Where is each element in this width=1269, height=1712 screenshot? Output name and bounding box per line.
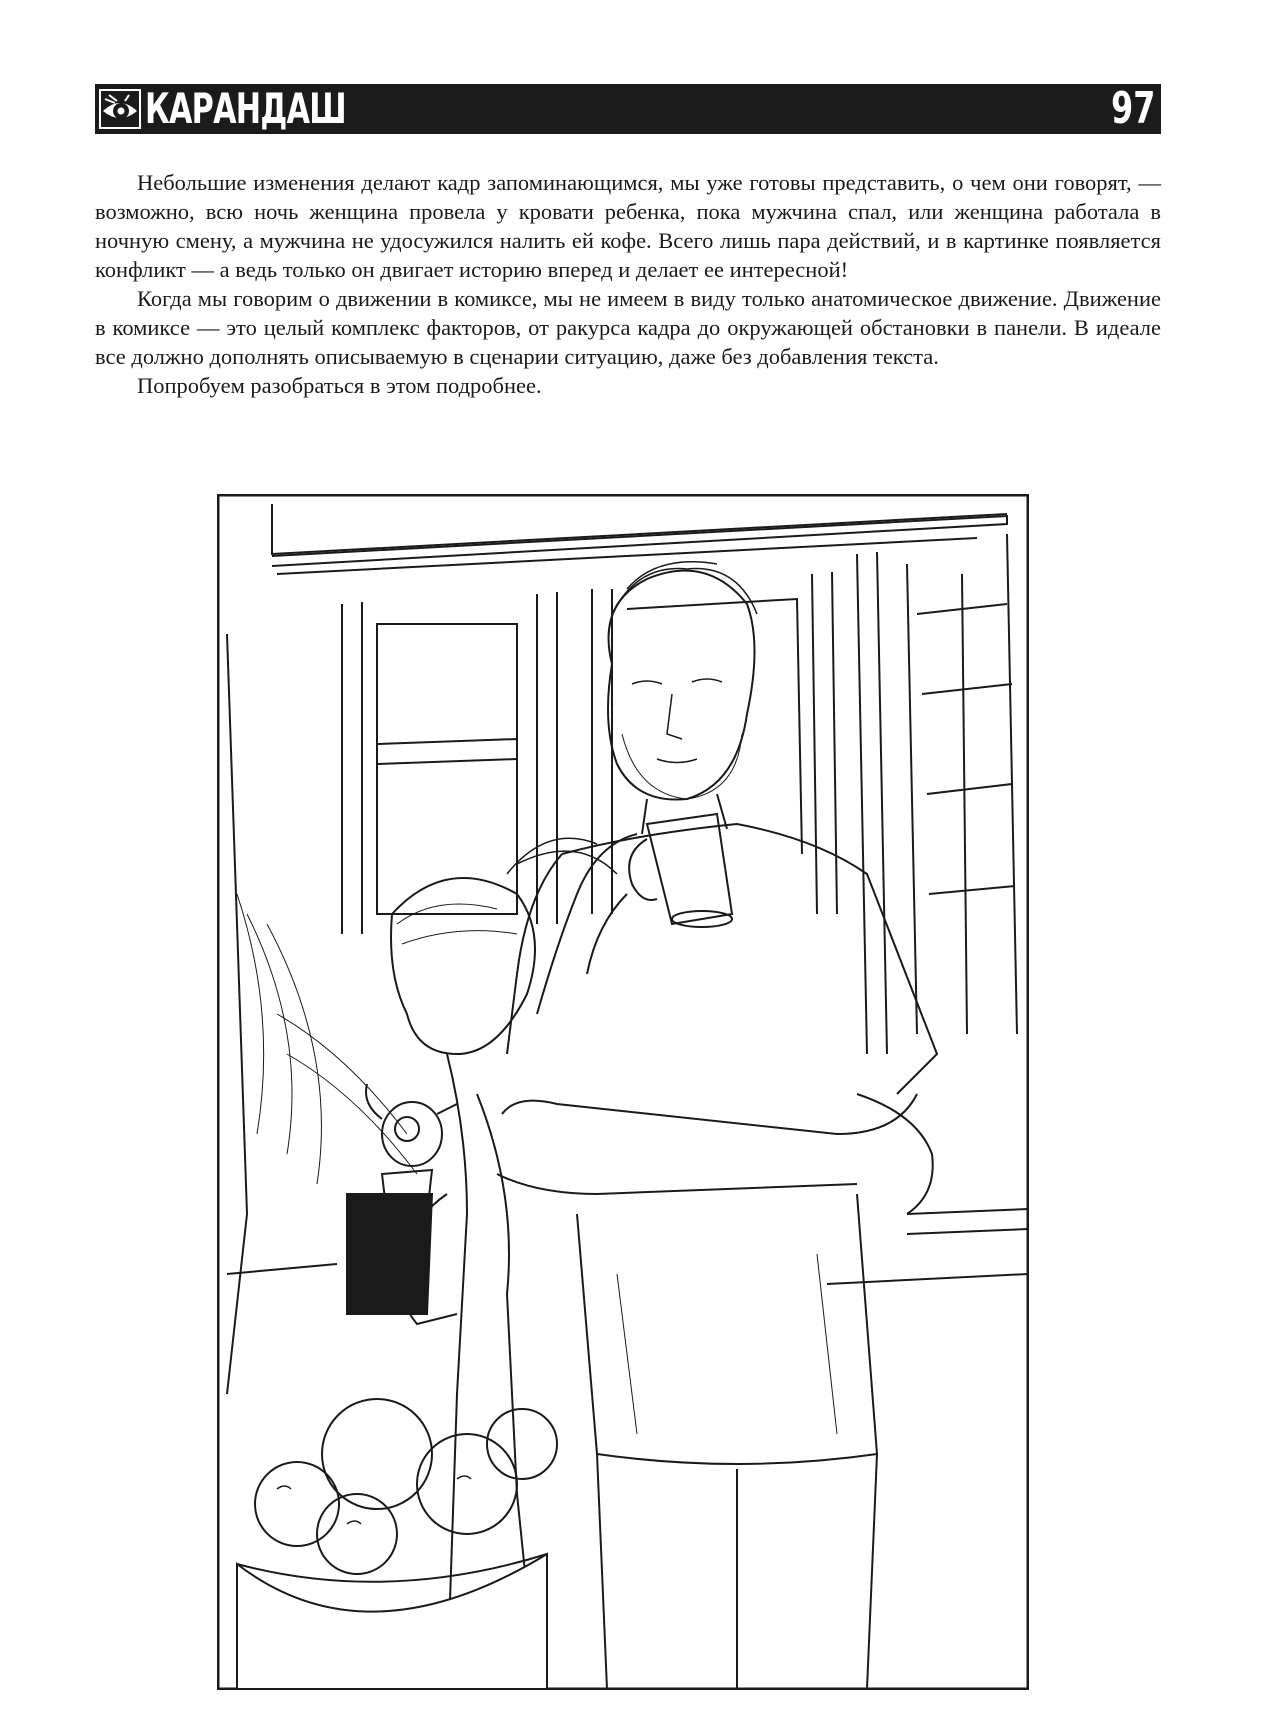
publisher-title: КАРАНДАШ bbox=[145, 84, 346, 133]
paragraph-1: Небольшие изменения делают кадр запоминающимся, мы уже готовы представить, о чем они говорят, — возможно, всю ночь женщина провела у кровати ребенка, пока мужчина спал, или женщина работала в ночную смену, а мужчина не удосужился налить ей кофе. Всего лишь пара действий, и в картинке появляется конфликт — а ведь только он двигает историю вперед и делает ее интересной! bbox=[95, 170, 1161, 282]
body-text bbox=[95, 168, 1161, 400]
eye-logo-icon bbox=[99, 89, 141, 129]
page-number: 97 bbox=[1110, 83, 1155, 134]
kitchen-scene-drawing bbox=[217, 494, 1029, 1690]
comic-panel-illustration bbox=[217, 494, 1029, 1690]
running-header bbox=[95, 84, 1161, 134]
brand bbox=[99, 84, 424, 134]
paragraph-2: Когда мы говорим о движении в комиксе, мы не имеем в виду только анатомическое движение. Движение в комиксе — это целый комплекс факторов, от ракурса кадра до окружающей обстановки в панели. В идеале все должно дополнять описываемую в сценарии ситуацию, даже без добавления текста. bbox=[95, 286, 1161, 369]
paragraph-3: Попробуем разобраться в этом подробнее. bbox=[137, 373, 542, 398]
